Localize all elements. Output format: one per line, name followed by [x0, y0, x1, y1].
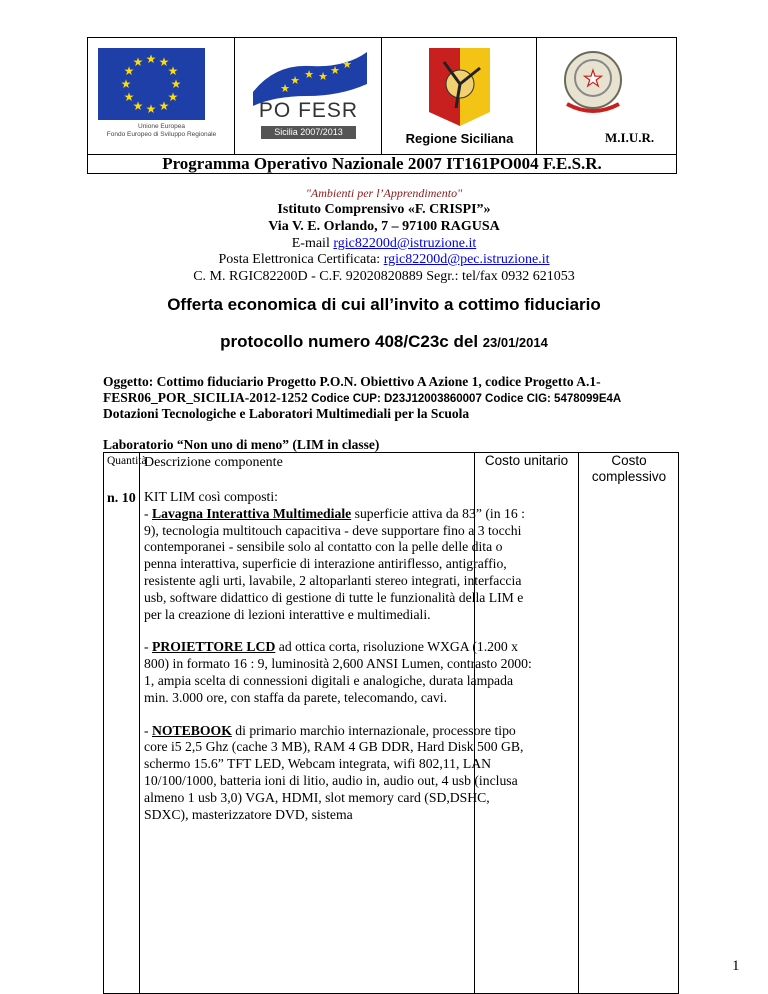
svg-text:★: ★	[120, 77, 132, 91]
subject-cup-cig: Codice CUP: D23J12003860007 Codice CIG: 5478099E4A	[311, 393, 622, 405]
miur-logo-cell	[537, 38, 677, 154]
svg-text:★: ★	[318, 70, 328, 83]
miur-label: M.I.U.R.	[605, 130, 655, 145]
school-motto: "Ambienti per l’Apprendimento"	[305, 186, 463, 200]
protocol-text: protocollo numero 408/C23c del	[220, 332, 483, 351]
pofesr-subtitle: Sicilia 2007/2013	[261, 126, 356, 139]
page-number: 1	[732, 958, 740, 974]
email-label: E-mail	[291, 236, 334, 251]
trinacria-icon	[382, 42, 537, 132]
svg-text:★: ★	[304, 68, 314, 81]
svg-text:★: ★	[167, 64, 179, 78]
email-link[interactable]: rgic82200d@istruzione.it	[333, 236, 477, 251]
programme-title: Programma Operativo Nazionale 2007 IT161PO004 F.E.S.R.	[162, 154, 602, 173]
pec-link[interactable]: rgic82200d@pec.istruzione.it	[383, 252, 550, 267]
eu-logo-cell	[88, 38, 235, 154]
item-description	[144, 489, 536, 823]
regione-label: Regione Siciliana	[405, 131, 514, 146]
kit-intro: KIT LIM così composti:	[144, 489, 278, 504]
eu-flag-logo	[98, 48, 205, 120]
offer-heading: Offerta economica di cui all’invito a cottimo fiduciario	[167, 295, 601, 314]
italian-emblem-icon	[537, 42, 677, 132]
item-lim: - Lavagna Interattiva Multimediale superficie attiva da 83” (in 16 : 9), tecnologia multitouch capacitiva - deve supportare fino a 3 tocchi contemporanei - sensibile solo al contatto con la pelle delle dita o penna interattiva, superficie di interazione antiriflesso, antigraffio, resistente agli urti, lavabile, 2 altoparlanti stereo integrati, interfaccia usb, software didattico di gestione di tutte le funzionalità della LIM e per la creazione di lezioni interattive e multimediali.	[144, 505, 525, 622]
svg-text:★: ★	[330, 64, 340, 77]
svg-text:★: ★	[132, 99, 144, 113]
school-email-line	[0, 235, 768, 252]
svg-text:★: ★	[280, 82, 290, 95]
svg-text:★: ★	[123, 90, 135, 104]
row-qty: n. 10	[107, 491, 136, 506]
svg-text:★: ★	[158, 55, 170, 69]
item-notebook-text: di primario marchio internazionale, processore tipo core i5 2,5 Ghz (cache 3 MB), RAM 4 GB DDR, Hard Disk 500 GB, schermo 15.6” TFT LED, Webcam integrata, wifi 802,11, LAN 10/100/1000, batteria ioni di litio, audio in, audio out, 4 usb (inclusa almeno 1 usb 3,0) VGA, HDMI, slot memory card (SD,DSHC, SDXC), masterizzatore DVD, sistema	[144, 722, 524, 822]
svg-text:★: ★	[145, 52, 157, 66]
col-divider	[578, 453, 579, 993]
pofesr-title: PO FESR	[258, 99, 359, 122]
col-divider	[139, 453, 140, 993]
logo-row	[88, 38, 676, 155]
eu-stars-icon	[98, 48, 205, 120]
item-notebook: - NOTEBOOK di primario marchio internazionale, processore tipo core i5 2,5 Ghz (cache 3 MB), RAM 4 GB DDR, Hard Disk 500 GB, schermo 15.6” TFT LED, Webcam integrata, wifi 802,11, LAN 10/100/1000, batteria ioni di litio, audio in, audio out, 4 usb (inclusa almeno 1 usb 3,0) VGA, HDMI, slot memory card (SD,DSHC, SDXC), masterizzatore DVD, sistema	[144, 722, 524, 822]
school-codes: C. M. RGIC82200D - C.F. 92020820889 Segr.: tel/fax 0932 621053	[193, 269, 575, 284]
subject-code: FESR06_POR_SICILIA-2012-1252	[103, 390, 312, 405]
item-projector-name: PROIETTORE LCD	[151, 639, 276, 655]
offer-table	[103, 452, 679, 994]
svg-text:★: ★	[145, 102, 157, 116]
eu-logo-caption: Unione Europea Fondo Europeo di Sviluppo Regionale	[106, 123, 217, 138]
svg-text:★: ★	[158, 99, 170, 113]
school-pec-line	[0, 251, 768, 268]
subject-line-3: Dotazioni Tecnologiche e Laboratori Multimediali per la Scuola	[103, 406, 470, 421]
item-lim-text: superficie attiva da 83” (in 16 : 9), tecnologia multitouch capacitiva - deve supportare fino a 3 tocchi contemporanei - sensibile solo al contatto con la pelle delle dita o penna interattiva, superficie di interazione antiriflesso, antigraffio, resistente agli urti, lavabile, 2 altoparlanti stereo integrati, interfaccia usb, software didattico di gestione di tutte le funzionalità della LIM e per la creazione di lezioni interattive e multimediali.	[144, 505, 525, 622]
svg-text:★: ★	[342, 58, 352, 71]
pec-label: Posta Elettronica Certificata:	[218, 252, 384, 267]
subject-line-1: Oggetto: Cottimo fiduciario Progetto P.O.N. Obiettivo A Azione 1, codice Progetto A.1-	[103, 374, 601, 389]
item-notebook-name: NOTEBOOK	[151, 722, 232, 738]
svg-text:★: ★	[123, 64, 135, 78]
svg-text:★: ★	[290, 74, 300, 87]
protocol-date: 23/01/2014	[482, 335, 548, 350]
svg-text:★: ★	[583, 67, 603, 92]
item-lim-name: Lavagna Interattiva Multimediale	[151, 505, 352, 521]
item-projector: - PROIETTORE LCD ad ottica corta, risoluzione WXGA (1.200 x 800) in formato 16 : 9, luminosità 2,600 ANSI Lumen, contrasto 2000: 1, ampia scelta di connessioni digitali e analogiche, durata lampada min. 3.000 ore, con staffa da parete, telecomando, cavi.	[144, 639, 532, 705]
school-address: Via V. E. Orlando, 7 – 97100 RAGUSA	[268, 219, 500, 234]
header-total-cost: Costo complessivo	[591, 453, 667, 484]
header-desc: Descrizione componente	[144, 455, 283, 470]
header-qty: Quantità	[107, 455, 147, 467]
header-logo-box	[87, 37, 677, 174]
lab-title: Laboratorio “Non uno di meno” (LIM in classe)	[103, 437, 380, 452]
protocol-line	[0, 332, 768, 353]
school-name: Istituto Comprensivo «F. CRISPI”»	[277, 202, 491, 217]
svg-text:★: ★	[132, 55, 144, 69]
subject-line-2	[103, 390, 621, 407]
pofesr-logo-cell	[235, 38, 382, 154]
header-unit-cost: Costo unitario	[484, 453, 569, 468]
regione-logo-cell	[382, 38, 537, 154]
svg-text:★: ★	[167, 90, 179, 104]
svg-text:★: ★	[170, 77, 182, 91]
item-projector-text: ad ottica corta, risoluzione WXGA (1.200 x 800) in formato 16 : 9, luminosità 2,600 ANSI Lumen, contrasto 2000: 1, ampia scelta di connessioni digitali e analogiche, durata lampada min. 3.000 ore, con staffa da parete, telecomando, cavi.	[144, 639, 532, 705]
